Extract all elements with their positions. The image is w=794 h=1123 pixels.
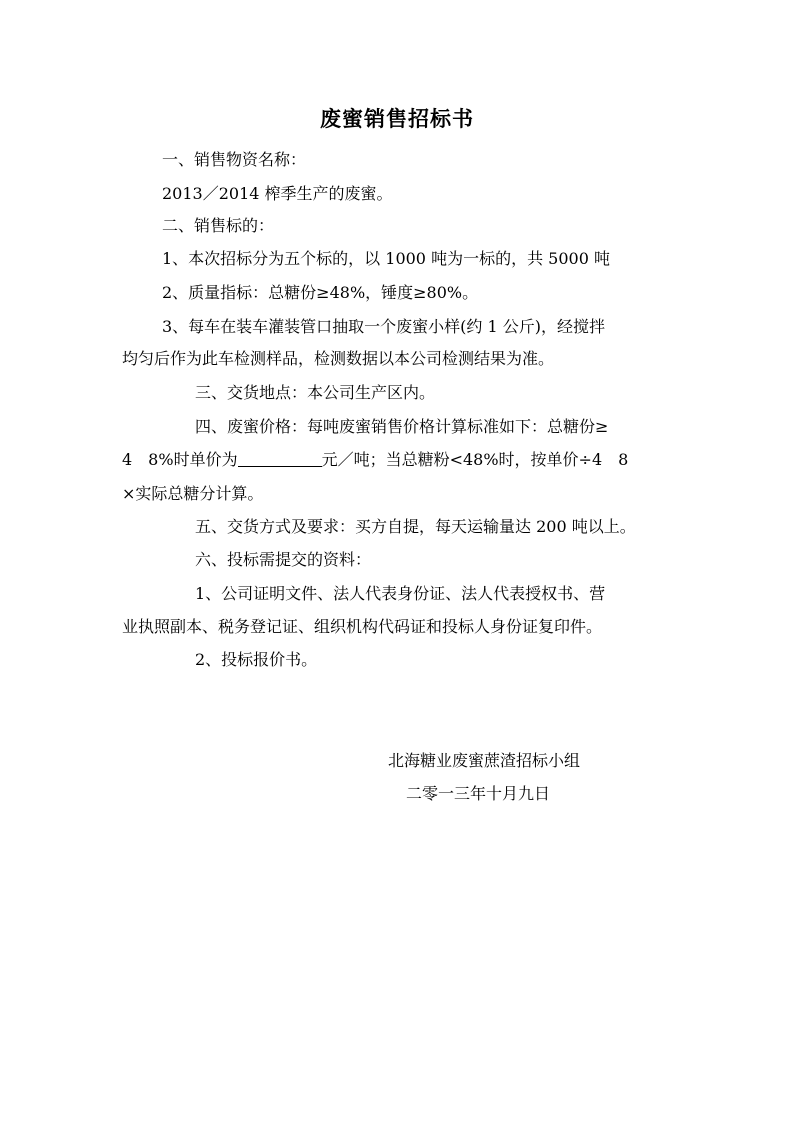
section4-price-line2 [122, 448, 628, 472]
section2-heading: 二、销售标的： [162, 216, 275, 235]
section6-heading: 六、投标需提交的资料： [195, 550, 372, 569]
signature-organization: 北海糖业废蜜蔗渣招标小组 [388, 751, 581, 770]
section4-price-line3: ×实际总糖分计算。 [122, 484, 264, 503]
section6-item2: 2、投标报价书。 [195, 650, 318, 669]
section4-price-suffix: 元／吨；当总糖粉<48%时，按单价÷4 8 [321, 450, 629, 469]
section1-heading: 一、销售物资名称： [162, 150, 307, 169]
section2-item2: 2、质量指标：总糖份≥48%，锤度≥80%。 [162, 283, 479, 302]
section3-delivery-location: 三、交货地点：本公司生产区内。 [195, 383, 436, 402]
document-title: 废蜜销售招标书 [320, 106, 474, 131]
section5-delivery-method: 五、交货方式及要求：买方自提，每天运输量达 200 吨以上。 [195, 517, 636, 536]
signature-date: 二零一三年十月九日 [406, 784, 551, 803]
section2-item1: 1、本次招标分为五个标的，以 1000 吨为一标的，共 5000 吨 [162, 249, 610, 268]
section2-item3-line2: 均匀后作为此车检测样品，检测数据以本公司检测结果为准。 [122, 349, 555, 368]
unit-price-blank [238, 448, 322, 467]
section4-price-line1: 四、废蜜价格：每吨废蜜销售价格计算标准如下：总糖份≥ [195, 417, 609, 436]
section4-price-prefix: 4 8%时单价为 [122, 450, 238, 469]
section6-item1-line2: 业执照副本、税务登记证、组织机构代码证和投标人身份证复印件。 [122, 617, 603, 636]
section2-item3-line1: 3、每车在装车灌装管口抽取一个废蜜小样(约 1 公斤)，经搅拌 [162, 317, 606, 336]
section1-body: 2013／2014 榨季生产的废蜜。 [162, 184, 393, 203]
section6-item1-line1: 1、公司证明文件、法人代表身份证、法人代表授权书、营 [195, 584, 606, 603]
